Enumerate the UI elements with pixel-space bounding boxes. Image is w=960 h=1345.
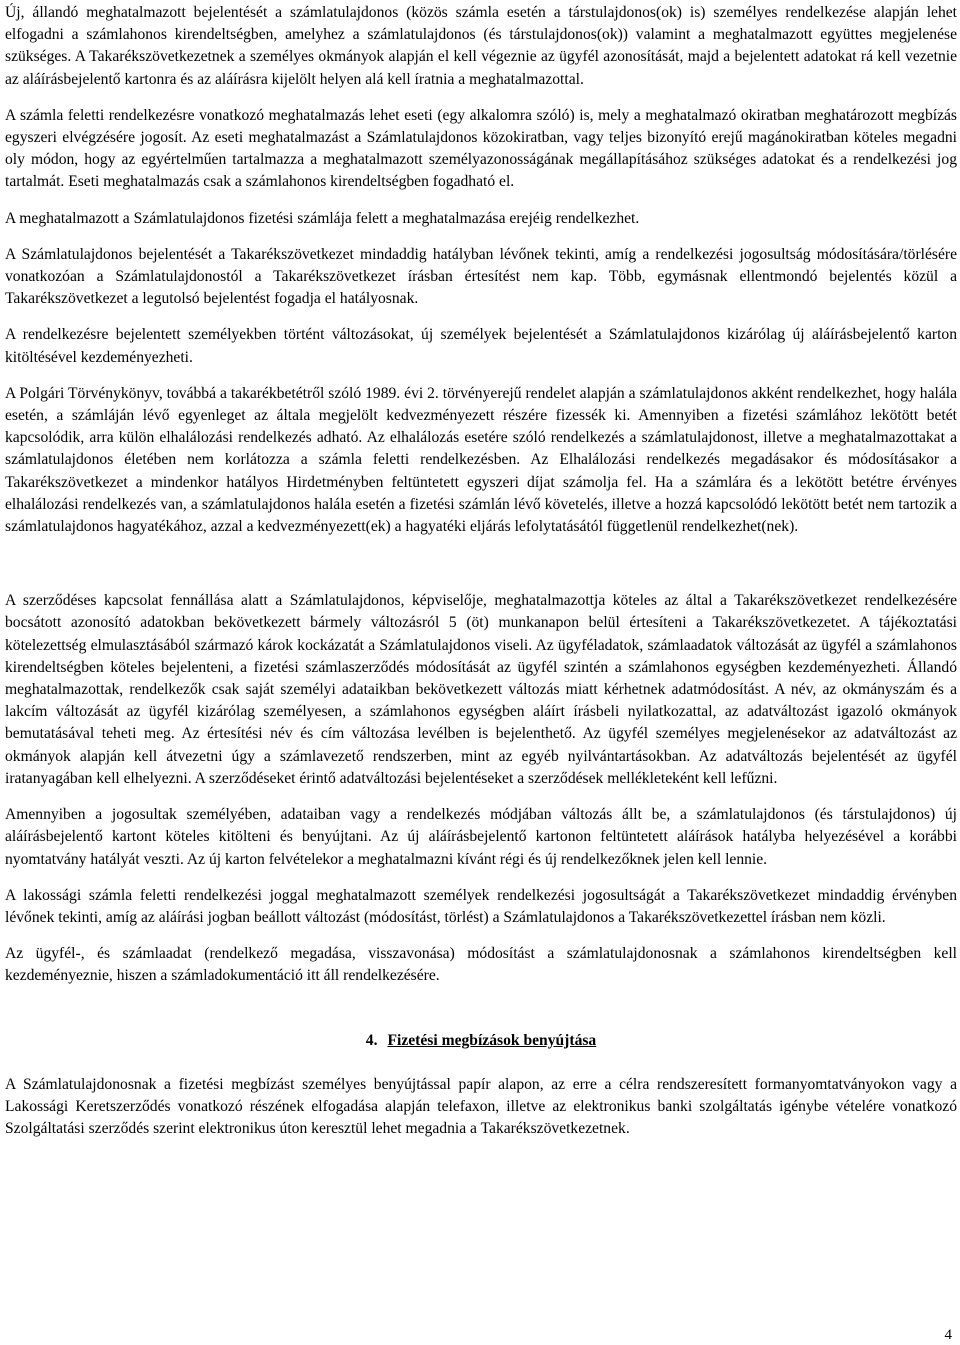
- section-heading: [5, 1030, 957, 1052]
- paragraph-data-modification: Az ügyfél-, és számlaadat (rendelkező megadása, visszavonása) módosítást a számlatulajdonosnak a számlahonos kirendeltségben kell kezdeményeznie, hiszen a számladokumentáció itt áll rendelkezésére.: [5, 945, 957, 985]
- paragraph-authority-validity: A lakossági számla feletti rendelkezési joggal meghatalmazott személyek rendelkezési jogosultságát a Takarékszövetkezet mindaddig érvényben lévőnek tekinti, amíg az aláírási jogban beállott változást (módosítást, törlést) a Számlatulajdonos a Takarékszövetkezettel írásban nem közli.: [5, 886, 957, 926]
- paragraph-signatory-changes: A rendelkezésre bejelentett személyekben történt változásokat, új személyek bejelentését a Számlatulajdonos kizárólag új aláírásbejelentő karton kitöltésével kezdeményezheti.: [5, 326, 957, 366]
- paragraph-new-proxy: Új, állandó meghatalmazott bejelentését a számlatulajdonos (közös számla esetén a társtulajdonos(ok) is) személyes rendelkezése alapján lehet elfogadni a számlahonos kirendeltségben, amelyhez a számlatulajdonos (és társtulajdonos(ok)) valamint a meghatalmazott együttes megjelenése szükséges. A Takarékszövetkezetnek a személyes okmányok alapján el kell végeznie az ügyfél azonosítását, majd a bejelentett adatokat rá kell vezetnie az aláírásbejelentő kartonra és az aláírásra kijelölt helyen alá kell íratnia a meghatalmazottal.: [5, 4, 957, 88]
- paragraph-new-signature-card: Amennyiben a jogosultak személyében, adataiban vagy a rendelkezés módjában változás állt be, a számlatulajdonos (és társtulajdonos) új aláírásbejelentő kartont köteles kitölteni és benyújtani. Az új aláírásbejelentő kartonon feltüntetett aláírások hatályba helyezésével a korábbi nyomtatvány hatályát veszti. Az új karton felvételekor a meghatalmazni kívánt régi és új rendelkezőknek jelen kell lennie.: [5, 806, 957, 868]
- paragraph-data-change-notice: A szerződéses kapcsolat fennállása alatt a Számlatulajdonos, képviselője, meghatalmazottja köteles az által a Takarékszövetkezet rendelkezésére bocsátott azonosító adatokban bekövetkezett bármely változásról 5 (öt) munkanapon belül értesíteni a Takarékszövetkezetet. A tájékoztatási kötelezettség elmulasztásából származó károk kockázatát a Számlatulajdonos viseli. Az ügyféladatok, számlaadatok változását az ügyfél a számlahonos kirendeltségben köteles bejelenteni, a fizetési számlaszerződés módosítását az ügyfél szintén a számlahonos egységben kezdeményezheti. Állandó meghatalmazottak, rendelkezők csak saját személyi adataikban bekövetkezett változás miatt kérhetnek adatmódosítást. A név, az okmányszám és a lakcím változását az ügyfél kizárólag személyesen, a számlahonos egységben aláírt írásbeli nyilatkozattal, az adatváltozást igazoló okmányok bemutatásával teheti meg. Az értesítési név és cím változása levélben is bejelenthető. Az ügyfél személyes megjelenésekor az adatváltozást az okmányok alapján kell átvezetni úgy a számlavezető rendszerben, mint az egyéb nyilvántartásokban. Az adatváltozás bejelentését az ügyfél iratanyagában kell elhelyezni. A szerződéseket érintő adatváltozási bejelentéseket a szerződések mellékleteként kell lefűzni.: [5, 592, 957, 787]
- section-title: Fizetési megbízások benyújtása: [387, 1031, 597, 1049]
- section-number: 4.: [365, 1031, 378, 1049]
- paragraph-proxy-limit: A meghatalmazott a Számlatulajdonos fizetési számlája felett a meghatalmazása erejéig rendelkezhet.: [5, 209, 640, 227]
- document-page: [5, 2, 957, 1140]
- page-number: 4: [944, 1327, 952, 1343]
- paragraph-payment-orders: A Számlatulajdonosnak a fizetési megbízást személyes benyújtással papír alapon, az erre a célra rendszeresített formanyomtatványokon vagy a Lakossági Keretszerződés vonatkozó részének elfogadása alapján telefaxon, illetve az elektronikus banki szolgáltatás igénybe vételére vonatkozó Szolgáltatási szerződés szerint elektronikus úton keresztül lehet megadnia a Takarékszövetkezetnek.: [5, 1075, 957, 1137]
- paragraph-one-time-proxy: A számla feletti rendelkezésre vonatkozó meghatalmazás lehet eseti (egy alkalomra szóló) is, mely a meghatalmazó okiratban meghatározott megbízás egyszeri elvégzésére jogosít. Az eseti meghatalmazást a Számlatulajdonos közokiratban, vagy teljes bizonyító erejű magánokiratban köteles megadni oly módon, hogy az egyértelműen tartalmazza a meghatalmazott személyazonosságának megállapításához szükséges adatokat és a rendelkezési jog tartalmát. Eseti meghatalmazás csak a számlahonos kirendeltségben fogadható el.: [5, 106, 957, 191]
- paragraph-notification-validity: A Számlatulajdonos bejelentését a Takarékszövetkezet mindaddig hatályban lévőnek tekinti, amíg a rendelkezési jogosultság módosítására/törlésére vonatkozóan a Számlatulajdonostól a Takarékszövetkezet írásban értesítést nem kap. Több, egymásnak ellentmondó bejelentés közül a Takarékszövetkezet a legutolsó bejelentést fogadja el hatályosnak.: [5, 245, 957, 308]
- paragraph-death-provision: A Polgári Törvénykönyv, továbbá a takarékbetétről szóló 1989. évi 2. törvényerejű rendelet alapján a számlatulajdonos akként rendelkezhet, hogy halála esetén, a számláján lévő egyenleget az általa megjelölt kedvezményezett részére fizessék ki. Amennyiben a fizetési számlához lekötött betét kapcsolódik, arra külön elhalálozási rendelkezés adható. Az elhalálozás esetére szóló rendelkezés a számlatulajdonost, illetve a meghatalmazottakat a számlatulajdonos életében nem korlátozza a számla feletti rendelkezésben. Az Elhalálozási rendelkezés megadásakor és módosításakor a Takarékszövetkezet a mindenkor hatályos Hirdetményben feltüntetett egyszeri díjat számolja fel. Ha a számlára és a lekötött betétre érvényes elhalálozási rendelkezés van, a számlatulajdonos halála esetén a fizetési számlán lévő követelés, illetve a hozzá kapcsolódó lekötött betét nem tartozik a számlatulajdonos hagyatékához, azzal a kedvezményezett(ek) a hagyatéki eljárás lefolytatásától függetlenül rendelkezhet(nek).: [5, 384, 957, 536]
